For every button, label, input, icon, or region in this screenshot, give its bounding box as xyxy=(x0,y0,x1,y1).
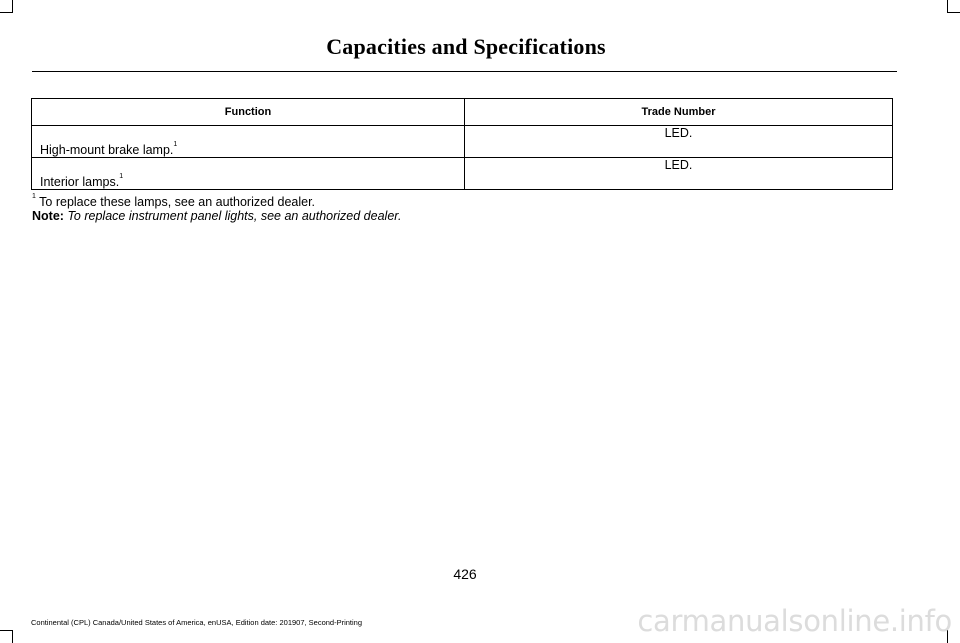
footnote-mark: 1 xyxy=(119,173,124,180)
crop-mark-top-right xyxy=(947,12,960,13)
function-text: High-mount brake lamp. xyxy=(40,143,174,157)
title-divider xyxy=(32,71,897,72)
header-function: Function xyxy=(32,99,465,126)
page-number: 426 xyxy=(453,566,477,582)
header-trade-number: Trade Number xyxy=(465,99,893,126)
table-row xyxy=(32,126,893,158)
function-text: Interior lamps. xyxy=(40,175,120,189)
crop-mark-bottom-left xyxy=(12,630,13,643)
edition-info: Continental (CPL) Canada/United States of America, enUSA, Edition date: 201907, Second-Printing xyxy=(31,618,363,627)
note xyxy=(32,209,401,223)
trade-number-cell: LED. xyxy=(465,126,893,158)
note-label: Note: xyxy=(32,209,64,223)
trade-number-cell: LED. xyxy=(465,158,893,190)
function-cell xyxy=(32,126,465,158)
table-footnote xyxy=(32,195,315,209)
footnote-text: To replace these lamps, see an authorized dealer. xyxy=(39,195,316,209)
crop-mark-top-left xyxy=(0,12,12,13)
function-cell xyxy=(32,158,465,190)
footnote-mark: 1 xyxy=(32,193,36,200)
footnote-mark: 1 xyxy=(173,141,178,148)
table-header-row xyxy=(32,99,893,126)
watermark: carmanualsonline.info xyxy=(637,604,952,638)
lamp-specs-table xyxy=(31,98,893,190)
crop-mark-top-right xyxy=(947,0,948,13)
page-title: Capacities and Specifications xyxy=(326,34,606,59)
crop-mark-bottom-left xyxy=(0,630,12,631)
note-text: To replace instrument panel lights, see an authorized dealer. xyxy=(67,209,402,223)
table-row xyxy=(32,158,893,190)
crop-mark-top-left xyxy=(12,0,13,13)
